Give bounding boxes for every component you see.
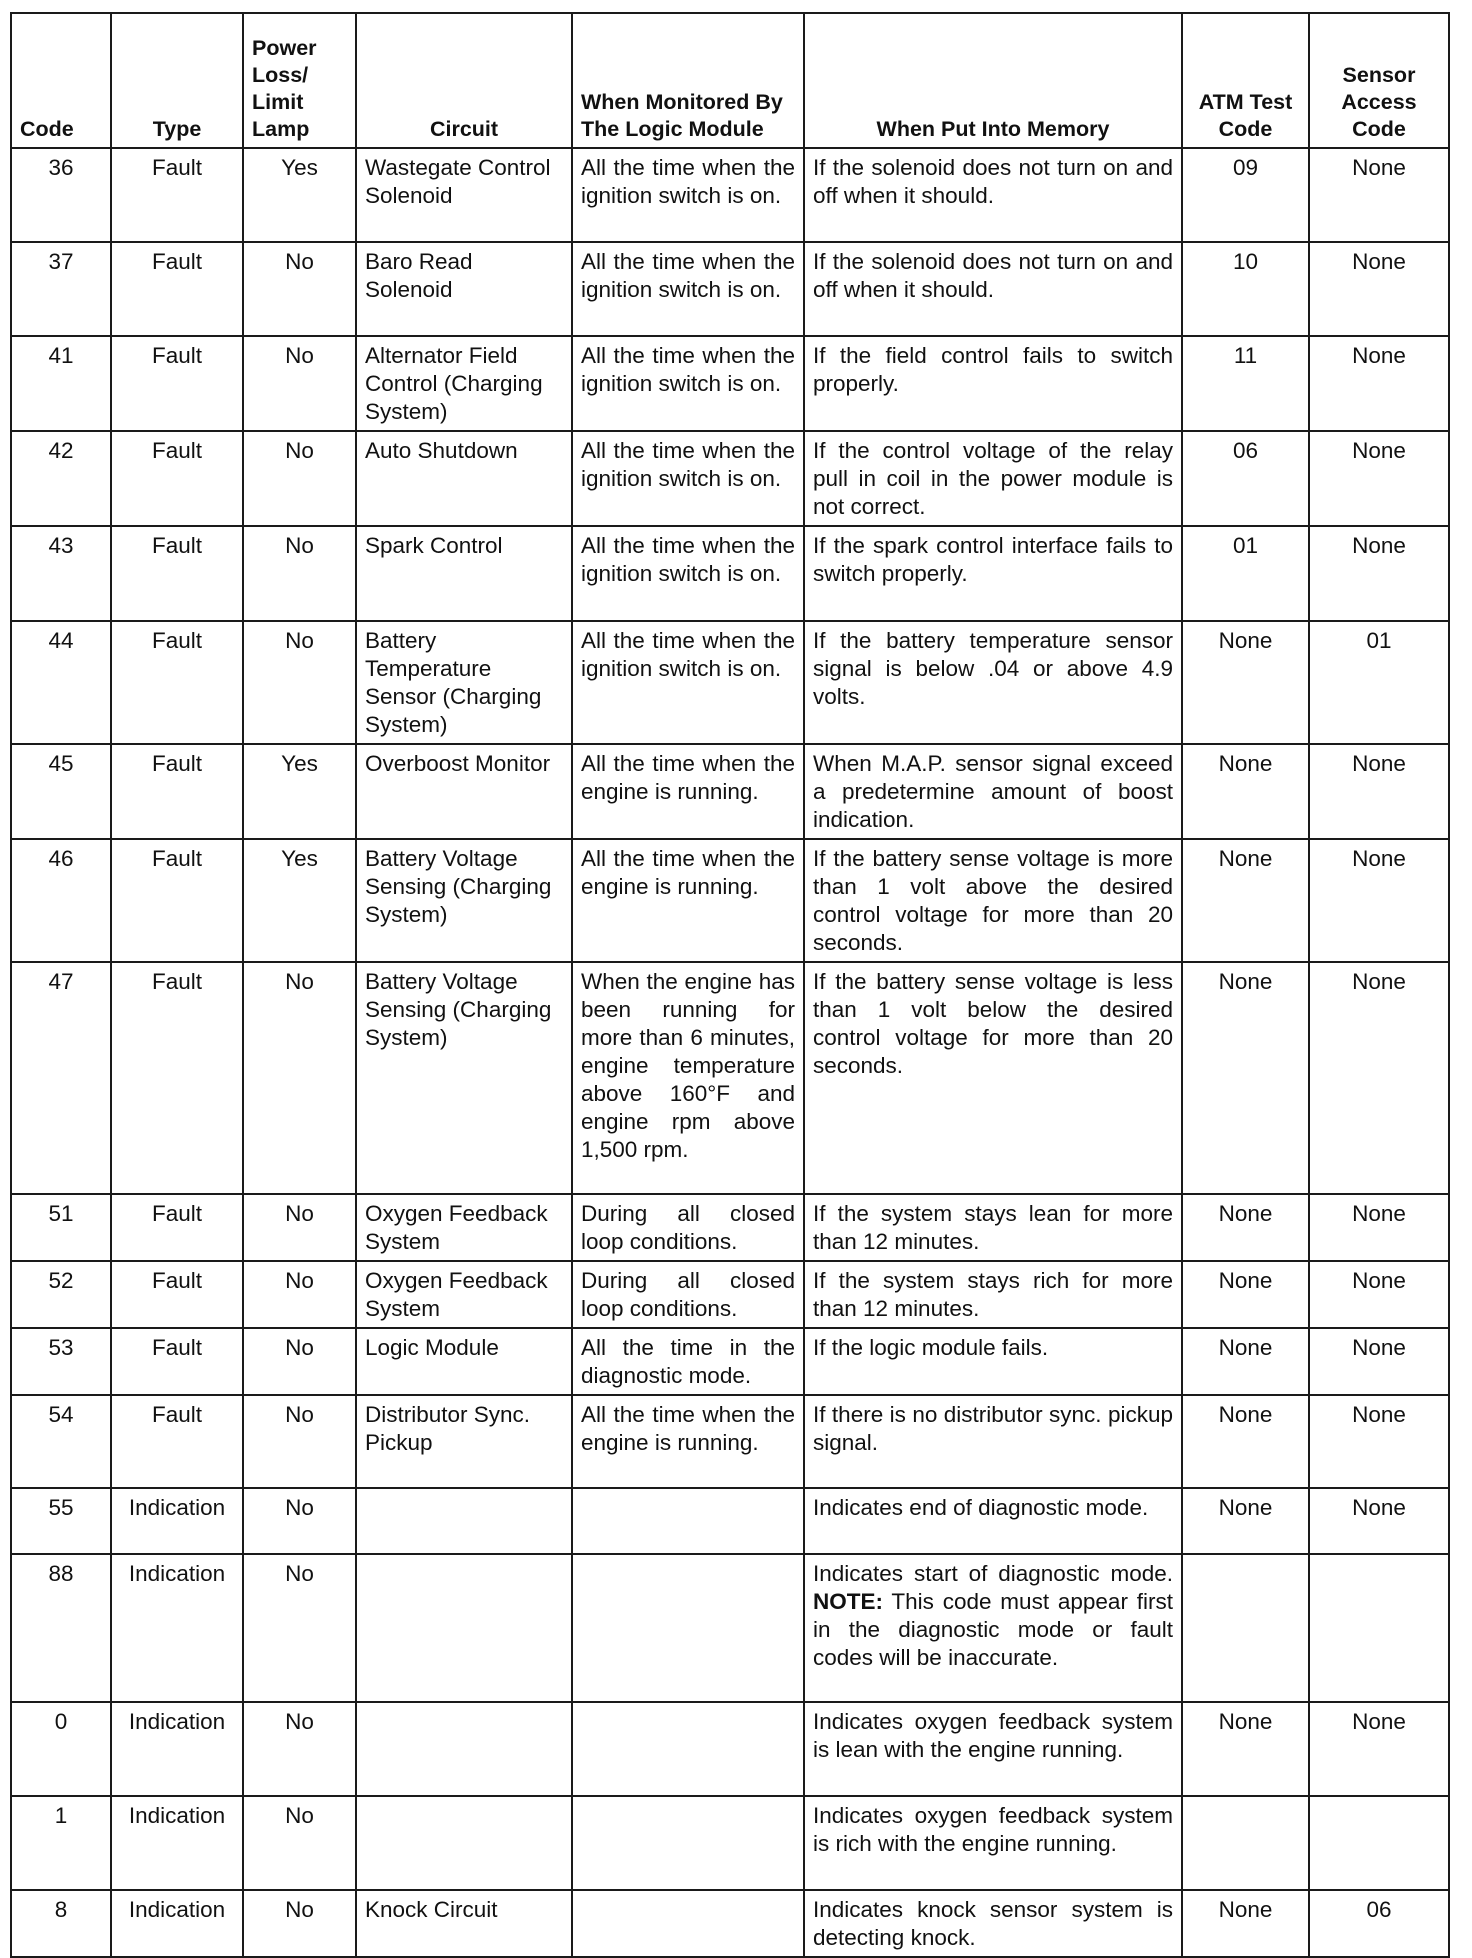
sensor-cell [1309, 1796, 1449, 1890]
atm-cell [1182, 1554, 1309, 1702]
atm-cell: 01 [1182, 526, 1309, 621]
code-cell: 54 [11, 1395, 111, 1488]
circuit-cell: Spark Control [356, 526, 572, 621]
monitored-cell: When the engine has been running for more than 6 minutes, engine temperature above 160°F and engine rpm above 1,500 rpm. [572, 962, 804, 1194]
circuit-cell: Distributor Sync. Pickup [356, 1395, 572, 1488]
circuit-cell: Alternator Field Control (Charging System) [356, 336, 572, 431]
code-cell: 45 [11, 744, 111, 839]
table-row [11, 1890, 1449, 1957]
circuit-cell [356, 1488, 572, 1554]
type-cell: Fault [111, 839, 243, 962]
lamp-cell: No [243, 526, 356, 621]
code-cell: 52 [11, 1261, 111, 1328]
sensor-cell: None [1309, 1261, 1449, 1328]
memory-cell: If the control voltage of the relay pull in coil in the power module is not correct. [804, 431, 1182, 526]
header-row [11, 13, 1449, 148]
memory-cell: If the system stays rich for more than 12 minutes. [804, 1261, 1182, 1328]
memory-text: This code must appear first in the diagnostic mode or fault codes will be inaccurate. [813, 1589, 1173, 1670]
monitored-cell: All the time in the diagnostic mode. [572, 1328, 804, 1395]
monitored-cell [572, 1488, 804, 1554]
type-cell: Indication [111, 1702, 243, 1796]
sensor-cell: None [1309, 148, 1449, 242]
header-sensor-access-code: Sensor Access Code [1309, 13, 1449, 148]
code-cell: 46 [11, 839, 111, 962]
monitored-cell [572, 1890, 804, 1957]
atm-cell: None [1182, 621, 1309, 744]
code-cell: 43 [11, 526, 111, 621]
table-row [11, 621, 1449, 744]
lamp-cell: No [243, 1702, 356, 1796]
circuit-cell [356, 1554, 572, 1702]
circuit-cell: Auto Shutdown [356, 431, 572, 526]
atm-cell: None [1182, 839, 1309, 962]
monitored-cell [572, 1702, 804, 1796]
memory-cell: If the solenoid does not turn on and off when it should. [804, 148, 1182, 242]
lamp-cell: No [243, 1194, 356, 1261]
circuit-cell: Battery Voltage Sensing (Charging System) [356, 962, 572, 1194]
monitored-cell: All the time when the ignition switch is on. [572, 526, 804, 621]
sensor-cell: None [1309, 1328, 1449, 1395]
code-cell: 0 [11, 1702, 111, 1796]
type-cell: Fault [111, 148, 243, 242]
lamp-cell: No [243, 431, 356, 526]
memory-cell: Indicates end of diagnostic mode. [804, 1488, 1182, 1554]
lamp-cell: No [243, 1395, 356, 1488]
code-cell: 51 [11, 1194, 111, 1261]
type-cell: Indication [111, 1554, 243, 1702]
table-row [11, 839, 1449, 962]
circuit-cell [356, 1796, 572, 1890]
memory-cell: If the system stays lean for more than 12 minutes. [804, 1194, 1182, 1261]
circuit-cell: Baro Read Solenoid [356, 242, 572, 336]
type-cell: Fault [111, 1194, 243, 1261]
lamp-cell: No [243, 1328, 356, 1395]
code-cell: 1 [11, 1796, 111, 1890]
type-cell: Fault [111, 526, 243, 621]
memory-cell: If the battery sense voltage is more than 1 volt above the desired control voltage for more than 20 seconds. [804, 839, 1182, 962]
circuit-cell: Battery Temperature Sensor (Charging System) [356, 621, 572, 744]
memory-cell: If the field control fails to switch properly. [804, 336, 1182, 431]
monitored-cell [572, 1796, 804, 1890]
table-row [11, 148, 1449, 242]
code-cell: 8 [11, 1890, 111, 1957]
type-cell: Fault [111, 621, 243, 744]
lamp-cell: Yes [243, 839, 356, 962]
atm-cell: None [1182, 1261, 1309, 1328]
monitored-cell [572, 1554, 804, 1702]
monitored-cell: All the time when the ignition switch is on. [572, 621, 804, 744]
code-cell: 47 [11, 962, 111, 1194]
monitored-cell: All the time when the ignition switch is on. [572, 431, 804, 526]
circuit-cell: Knock Circuit [356, 1890, 572, 1957]
atm-cell: None [1182, 1488, 1309, 1554]
code-cell: 88 [11, 1554, 111, 1702]
type-cell: Fault [111, 962, 243, 1194]
atm-cell: None [1182, 1328, 1309, 1395]
lamp-cell: No [243, 1890, 356, 1957]
type-cell: Fault [111, 1395, 243, 1488]
lamp-cell: Yes [243, 148, 356, 242]
memory-text: Indicates start of diagnostic mode. [813, 1561, 1173, 1586]
circuit-cell: Oxygen Feedback System [356, 1194, 572, 1261]
monitored-cell: All the time when the ignition switch is on. [572, 242, 804, 336]
circuit-cell: Overboost Monitor [356, 744, 572, 839]
lamp-cell: Yes [243, 744, 356, 839]
table-row [11, 1702, 1449, 1796]
sensor-cell: 01 [1309, 621, 1449, 744]
circuit-cell: Battery Voltage Sensing (Charging System) [356, 839, 572, 962]
sensor-cell: None [1309, 242, 1449, 336]
type-cell: Fault [111, 744, 243, 839]
memory-cell: If the battery sense voltage is less than 1 volt below the desired control voltage for more than 20 seconds. [804, 962, 1182, 1194]
type-cell: Fault [111, 242, 243, 336]
diagnostic-codes-table [10, 12, 1450, 1958]
atm-cell [1182, 1796, 1309, 1890]
monitored-cell: All the time when the engine is running. [572, 744, 804, 839]
lamp-cell: No [243, 336, 356, 431]
header-when-put-into-memory: When Put Into Memory [804, 13, 1182, 148]
atm-cell: 09 [1182, 148, 1309, 242]
lamp-cell: No [243, 621, 356, 744]
lamp-cell: No [243, 242, 356, 336]
code-cell: 41 [11, 336, 111, 431]
monitored-cell: All the time when the engine is running. [572, 839, 804, 962]
atm-cell: None [1182, 1194, 1309, 1261]
table-row [11, 1488, 1449, 1554]
type-cell: Indication [111, 1796, 243, 1890]
code-cell: 37 [11, 242, 111, 336]
memory-cell [804, 1554, 1182, 1702]
circuit-cell: Oxygen Feedback System [356, 1261, 572, 1328]
circuit-cell: Logic Module [356, 1328, 572, 1395]
table-row [11, 1328, 1449, 1395]
atm-cell: None [1182, 1395, 1309, 1488]
memory-cell: If the logic module fails. [804, 1328, 1182, 1395]
type-cell: Fault [111, 431, 243, 526]
type-cell: Indication [111, 1890, 243, 1957]
table-row [11, 431, 1449, 526]
table-row [11, 1194, 1449, 1261]
table-row [11, 526, 1449, 621]
header-code: Code [11, 13, 111, 148]
header-atm-test-code: ATM Test Code [1182, 13, 1309, 148]
lamp-cell: No [243, 1796, 356, 1890]
atm-cell: 10 [1182, 242, 1309, 336]
monitored-cell: During all closed loop conditions. [572, 1261, 804, 1328]
sensor-cell: None [1309, 526, 1449, 621]
atm-cell: 06 [1182, 431, 1309, 526]
atm-cell: None [1182, 962, 1309, 1194]
lamp-cell: No [243, 1488, 356, 1554]
header-power-loss-lamp: Power Loss/ Limit Lamp [243, 13, 356, 148]
table-row [11, 1554, 1449, 1702]
header-when-monitored: When Monitored By The Logic Module [572, 13, 804, 148]
lamp-cell: No [243, 1554, 356, 1702]
table-row [11, 962, 1449, 1194]
memory-cell: Indicates oxygen feedback system is rich with the engine running. [804, 1796, 1182, 1890]
header-circuit: Circuit [356, 13, 572, 148]
memory-cell: When M.A.P. sensor signal exceed a predetermine amount of boost indication. [804, 744, 1182, 839]
monitored-cell: All the time when the engine is running. [572, 1395, 804, 1488]
monitored-cell: During all closed loop conditions. [572, 1194, 804, 1261]
note-label: NOTE: [813, 1589, 883, 1614]
table-row [11, 1395, 1449, 1488]
atm-cell: None [1182, 1890, 1309, 1957]
atm-cell: None [1182, 1702, 1309, 1796]
code-cell: 42 [11, 431, 111, 526]
code-cell: 36 [11, 148, 111, 242]
atm-cell: None [1182, 744, 1309, 839]
header-type: Type [111, 13, 243, 148]
memory-cell: If the solenoid does not turn on and off when it should. [804, 242, 1182, 336]
table-row [11, 1261, 1449, 1328]
code-cell: 44 [11, 621, 111, 744]
atm-cell: 11 [1182, 336, 1309, 431]
type-cell: Fault [111, 336, 243, 431]
circuit-cell: Wastegate Control Solenoid [356, 148, 572, 242]
sensor-cell: None [1309, 839, 1449, 962]
sensor-cell: None [1309, 1194, 1449, 1261]
table-row [11, 336, 1449, 431]
lamp-cell: No [243, 1261, 356, 1328]
sensor-cell: None [1309, 336, 1449, 431]
code-cell: 55 [11, 1488, 111, 1554]
sensor-cell: None [1309, 1702, 1449, 1796]
circuit-cell [356, 1702, 572, 1796]
memory-cell: Indicates oxygen feedback system is lean with the engine running. [804, 1702, 1182, 1796]
sensor-cell: None [1309, 1395, 1449, 1488]
memory-cell: Indicates knock sensor system is detecting knock. [804, 1890, 1182, 1957]
table-row [11, 242, 1449, 336]
sensor-cell: None [1309, 1488, 1449, 1554]
lamp-cell: No [243, 962, 356, 1194]
code-cell: 53 [11, 1328, 111, 1395]
monitored-cell: All the time when the ignition switch is on. [572, 148, 804, 242]
sensor-cell: None [1309, 431, 1449, 526]
sensor-cell: 06 [1309, 1890, 1449, 1957]
type-cell: Indication [111, 1488, 243, 1554]
memory-cell: If the spark control interface fails to switch properly. [804, 526, 1182, 621]
type-cell: Fault [111, 1328, 243, 1395]
memory-cell: If there is no distributor sync. pickup signal. [804, 1395, 1182, 1488]
monitored-cell: All the time when the ignition switch is on. [572, 336, 804, 431]
table-row [11, 1796, 1449, 1890]
memory-cell: If the battery temperature sensor signal is below .04 or above 4.9 volts. [804, 621, 1182, 744]
type-cell: Fault [111, 1261, 243, 1328]
sensor-cell: None [1309, 744, 1449, 839]
table-row [11, 744, 1449, 839]
sensor-cell [1309, 1554, 1449, 1702]
sensor-cell: None [1309, 962, 1449, 1194]
